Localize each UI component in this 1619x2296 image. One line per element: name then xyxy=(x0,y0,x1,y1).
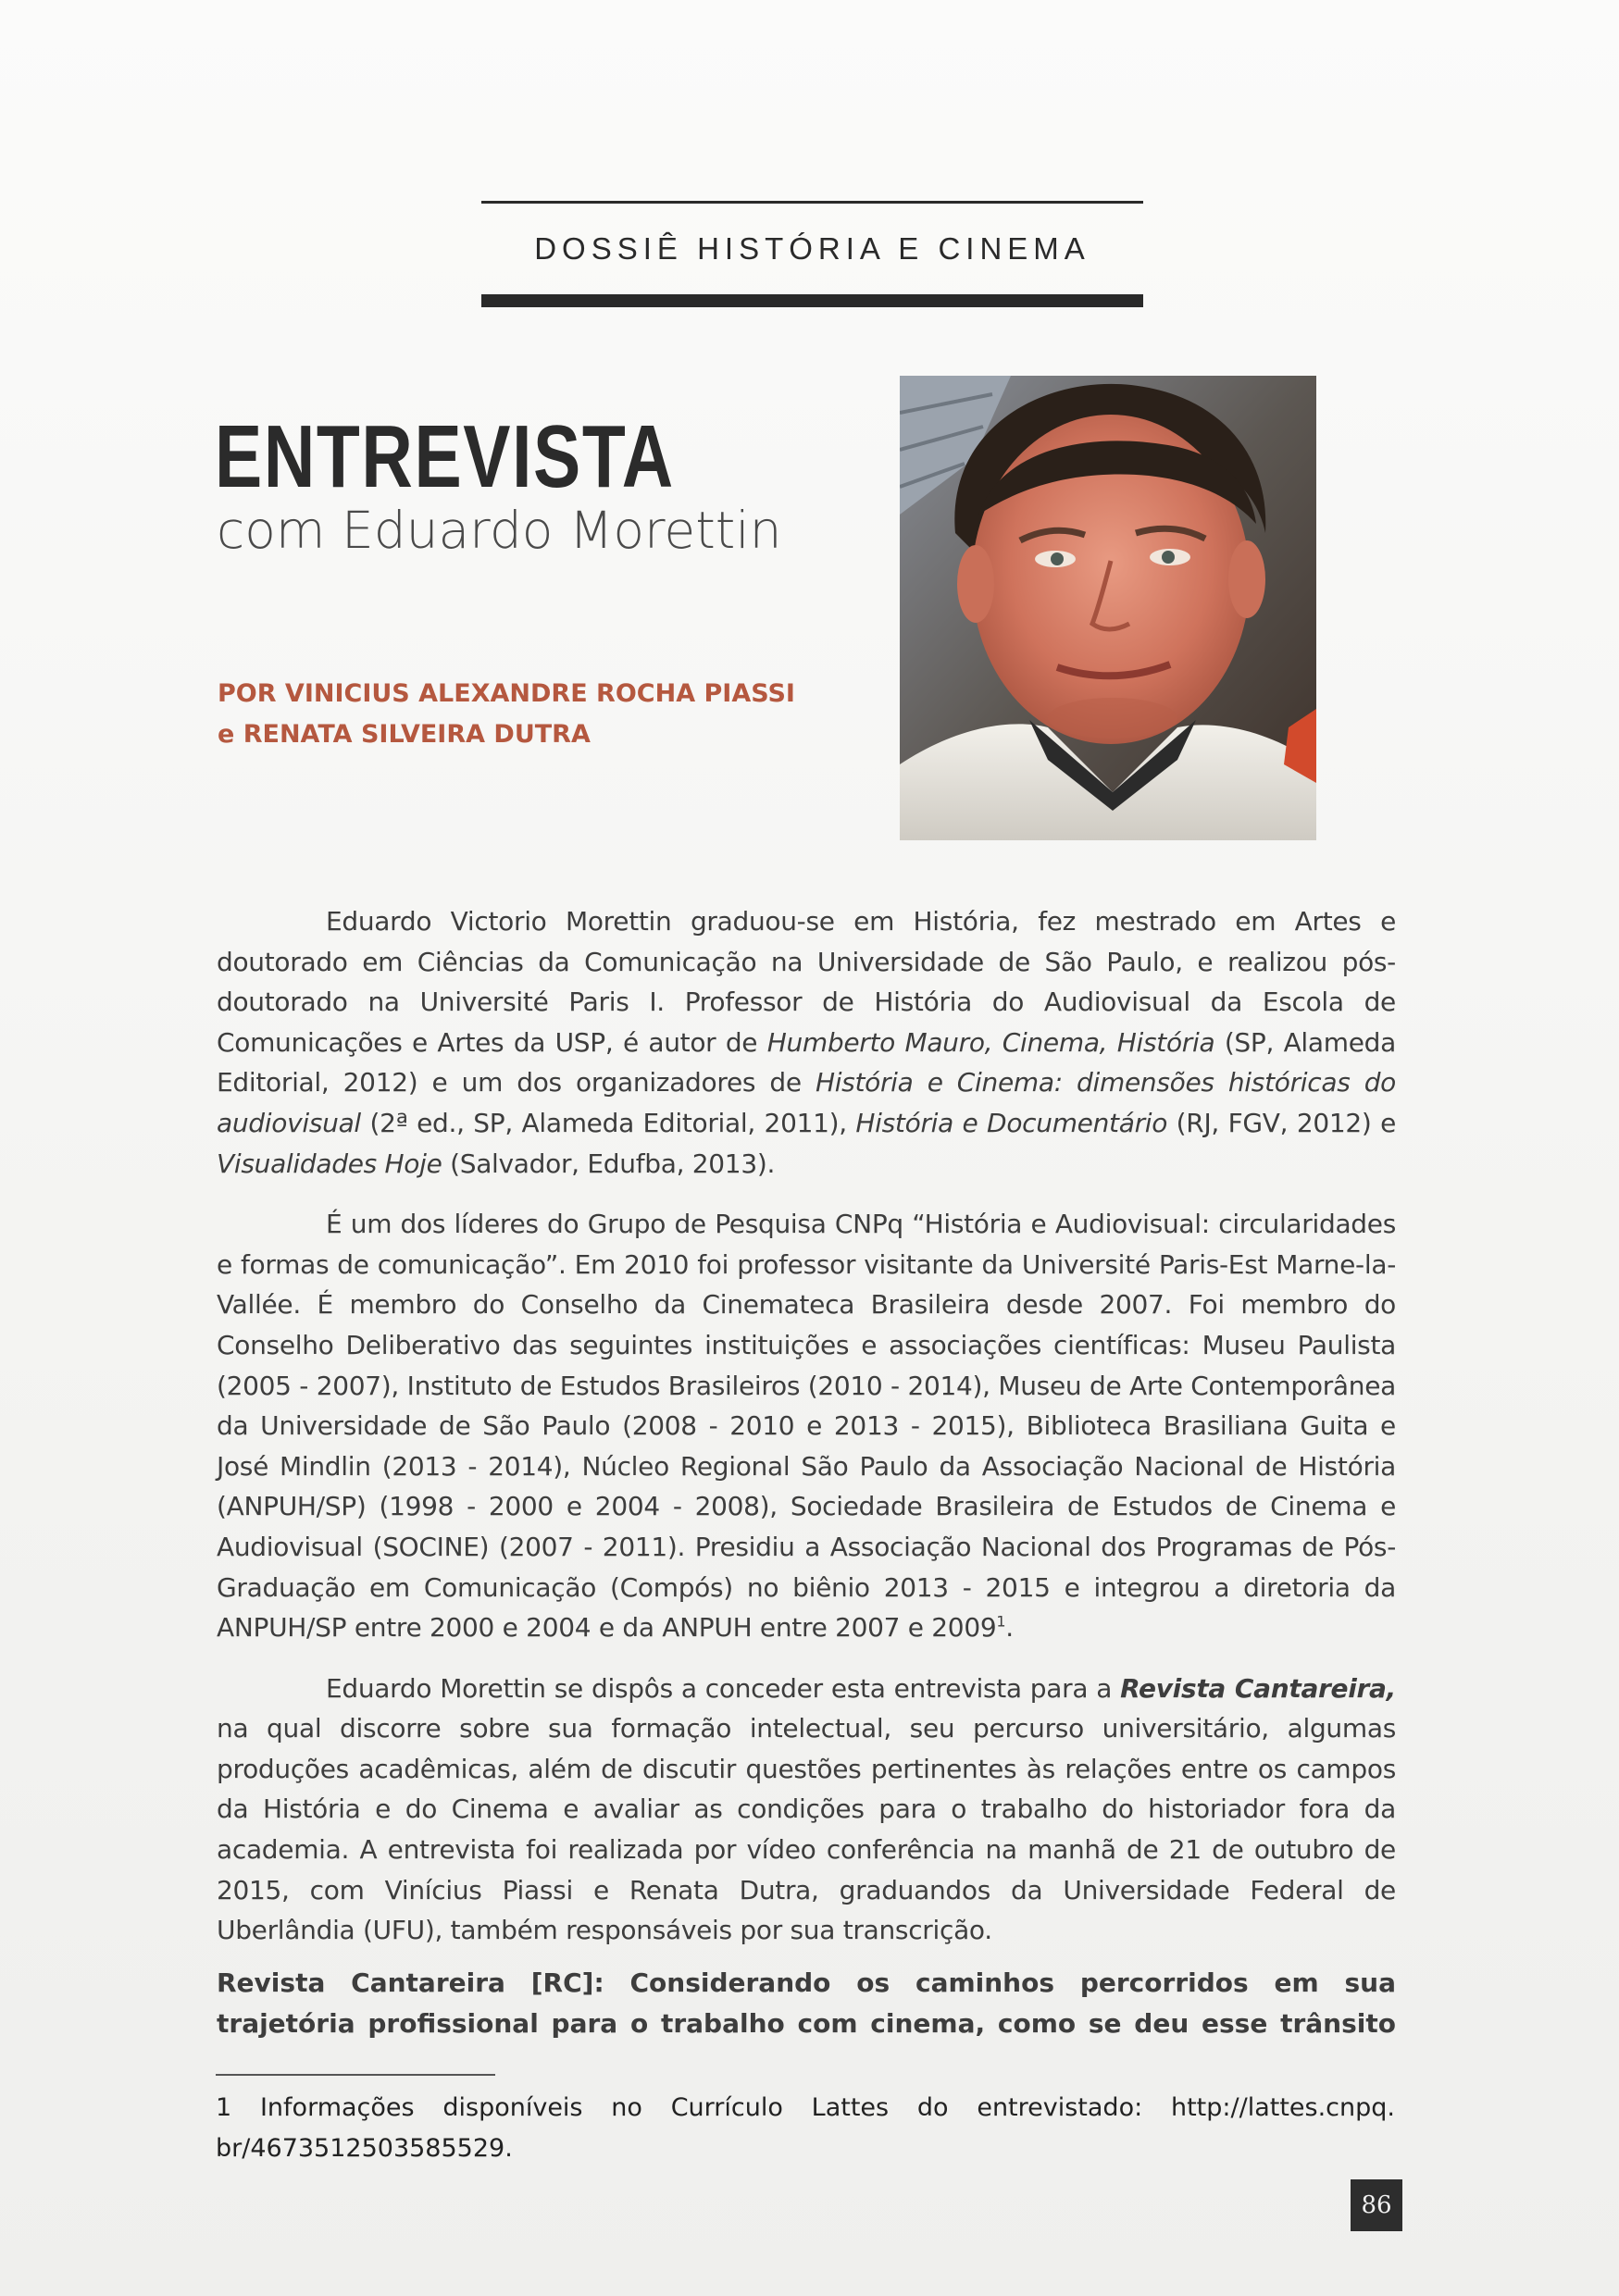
p1-book-title-3: História e Documentário xyxy=(855,1107,1168,1138)
p1-book-title-1: Humberto Mauro, Cinema, História xyxy=(766,1026,1215,1058)
paragraph-1 xyxy=(217,901,1396,1184)
p2-end: . xyxy=(1005,1612,1014,1644)
footnote-reference[interactable]: 1 xyxy=(996,1612,1006,1631)
p1-text-i: (Salvador, Edufba, 2013). xyxy=(442,1148,776,1179)
dossier-title: DOSSIÊ HISTÓRIA E CINEMA xyxy=(534,231,1090,266)
p1-text-c: (SP, Alameda Editorial, 2012) e um dos organizadores de xyxy=(217,1026,1396,1098)
p1-text-e: (2ª ed., SP, Alameda Editorial, 2011), xyxy=(360,1107,856,1138)
header-top-rule xyxy=(481,201,1143,204)
interview-question: Revista Cantareira [RC]: Considerando os caminhos percorridos em sua trajetória profissional para o trabalho com cinema, como se deu esse trânsito xyxy=(217,1967,1396,2039)
article-body xyxy=(217,901,1396,1951)
byline-line-2: e RENATA SILVEIRA DUTRA xyxy=(218,720,591,749)
portrait-illustration xyxy=(900,376,1316,840)
p1-book-title-4: Visualidades Hoje xyxy=(217,1148,442,1179)
article-subtitle: com Eduardo Morettin xyxy=(217,501,782,560)
article-title: ENTREVISTA xyxy=(215,407,675,506)
paragraph-3 xyxy=(217,1669,1396,1951)
byline xyxy=(218,674,828,755)
footnote-line-1: 1 Informações disponíveis no Currículo Lattes do entrevistado: http://lattes.cnpq. xyxy=(216,2093,1395,2122)
footnote-line-2: br/4673512503585529. xyxy=(216,2134,513,2163)
p1-text-g: (RJ, FGV, 2012) e xyxy=(1167,1107,1396,1138)
p3-text-c: na qual discorre sobre sua formação intelectual, seu percurso universitário, algumas produções acadêmicas, além de discutir questões pertinentes às relações entre os campos da História e do Cinema e avaliar as condições para o trabalho do historiador fora da academia. A entrevista foi realizada por vídeo conferência na manhã de 21 de outubro de 2015, com Vinícius Piassi e Renata Dutra, graduandos da Universidade Federal de Uberlândia (UFU), também responsáveis por sua transcrição. xyxy=(217,1713,1396,1946)
paragraph-2 xyxy=(217,1204,1396,1648)
footnote-divider xyxy=(216,2074,495,2076)
p1-text-a: Eduardo Victorio Morettin graduou-se em História, fez mestrado em Artes e doutorado em Ciências da Comunicação na Universidade de São Paulo, e realizou pós-doutorado na Université Paris I. Professor de História do Audiovisual da Escola de Comunicações e Artes da USP, é autor de xyxy=(217,906,1396,1058)
byline-line-1: POR VINICIUS ALEXANDRE ROCHA PIASSI xyxy=(218,679,795,708)
p2-text: É um dos líderes do Grupo de Pesquisa CNPq “História e Audiovisual: circularidades e formas de comunicação”. Em 2010 foi professor visitante da Université Paris-Est Marne-la-Vallée. É membro do Conselho da Cinemateca Brasileira desde 2007. Foi membro do Conselho Deliberativo das seguintes instituições e associações científicas: Museu Paulista (2005 - 2007), Instituto de Estudos Brasileiros (2010 - 2014), Museu de Arte Contemporânea da Universidade de São Paulo (2008 - 2010 e 2013 - 2015), Biblioteca Brasiliana Guita e José Mindlin (2013 - 2014), Núcleo Regional São Paulo da Associação Nacional de História (ANPUH/SP) (1998 - 2000 e 2004 - 2008), Sociedade Brasileira de Estudos de Cinema e Audiovisual (SOCINE) (2007 - 2011). Presidiu a Associação Nacional dos Programas de Pós-Graduação em Comunicação (Compós) no biênio 2013 - 2015 e integrou a diretoria da ANPUH/SP entre 2000 e 2004 e da ANPUH entre 2007 e 2009 xyxy=(217,1209,1396,1644)
journal-name: Revista Cantareira, xyxy=(1120,1672,1396,1704)
p1-book-title-2: História e Cinema: dimensões históricas do audiovisual xyxy=(217,1067,1396,1138)
footnote xyxy=(216,2088,1395,2169)
portrait-photo xyxy=(900,376,1316,840)
p3-text-a: Eduardo Morettin se dispôs a conceder esta entrevista para a xyxy=(326,1672,1121,1704)
page-number: 86 xyxy=(1351,2179,1402,2231)
header-bottom-rule xyxy=(481,294,1143,307)
